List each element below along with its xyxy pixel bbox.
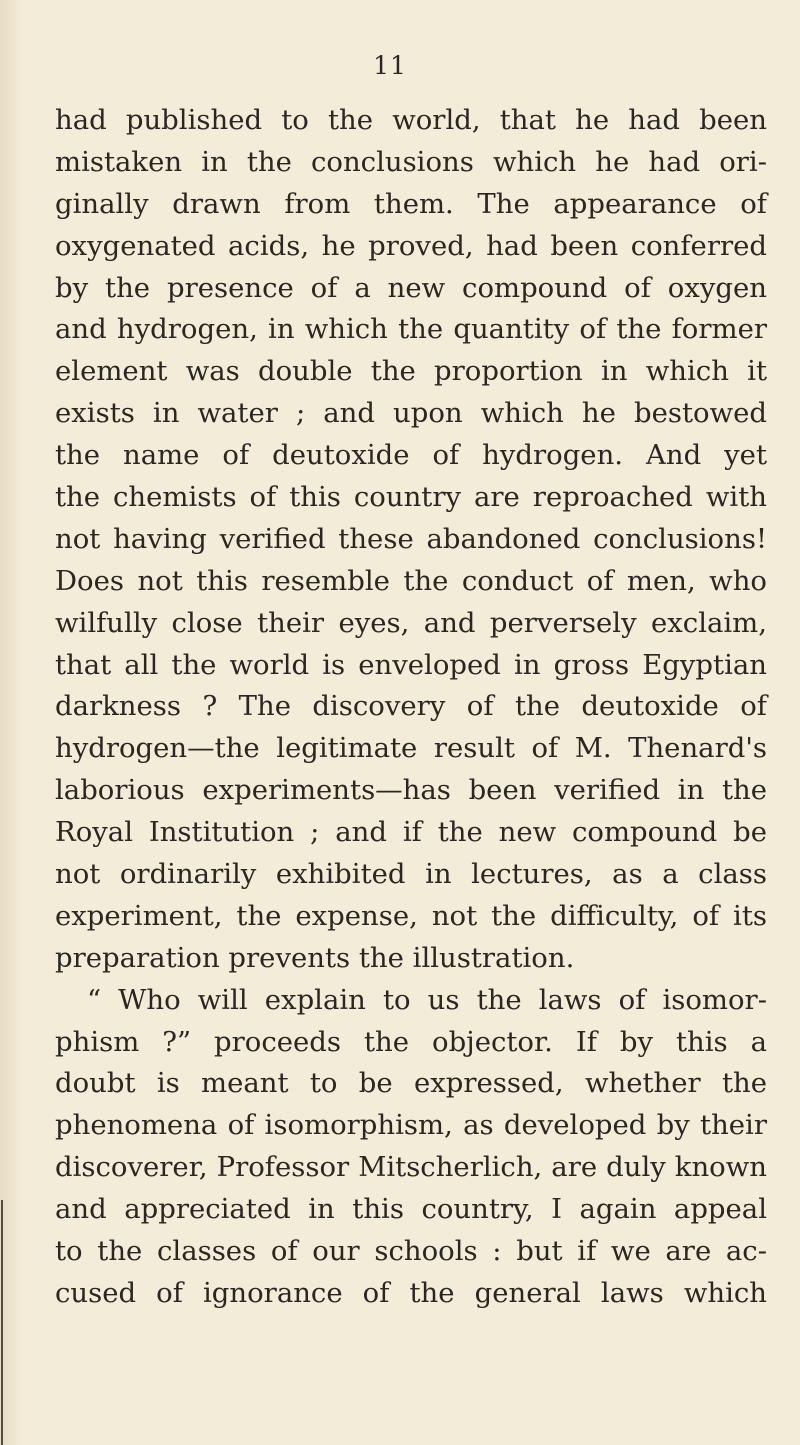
- text-line: laborious experiments—has been verified in the: [55, 774, 767, 807]
- text-line: that all the world is enveloped in gross Egyptian: [55, 648, 767, 681]
- text-line: doubt is meant to be expressed, whether the: [55, 1067, 767, 1100]
- text-line: element was double the proportion in which it: [55, 355, 767, 388]
- text-line: hydrogen—the legitimate result of M. Thenard's: [55, 732, 767, 765]
- text-line: not ordinarily exhibited in lectures, as a class: [55, 858, 767, 891]
- text-line: not having verified these abandoned conclusions!: [55, 522, 767, 555]
- text-line: wilfully close their eyes, and perversely exclaim,: [55, 606, 767, 639]
- text-line: the chemists of this country are reproached with: [55, 481, 767, 514]
- text-line: by the presence of a new compound of oxygen: [55, 271, 767, 304]
- text-line: and appreciated in this country, I again appeal: [55, 1193, 767, 1226]
- text-line: discoverer, Professor Mitscherlich, are duly known: [55, 1151, 767, 1184]
- text-line: ginally drawn from them. The appearance of: [55, 187, 767, 220]
- page-number: 11: [373, 51, 407, 80]
- text-line: Does not this resemble the conduct of men, who: [55, 564, 767, 597]
- text-line: to the classes of our schools : but if we are ac-: [55, 1235, 767, 1268]
- text-line: had published to the world, that he had been: [55, 104, 767, 136]
- text-line: oxygenated acids, he proved, had been conferred: [55, 229, 767, 262]
- text-line: experiment, the expense, not the difficulty, of its: [55, 899, 767, 932]
- text-line: Royal Institution ; and if the new compound be: [55, 816, 767, 849]
- paragraph-end-line: preparation prevents the illustration.: [55, 941, 575, 974]
- text-line: cused of ignorance of the general laws which: [55, 1276, 767, 1309]
- body-text: [55, 100, 767, 1315]
- text-line: mistaken in the conclusions which he had ori-: [55, 145, 767, 178]
- binding-edge-line: [1, 1200, 3, 1445]
- paragraph-start-line: “ Who will explain to us the laws of isomor-: [87, 983, 767, 1016]
- text-line: and hydrogen, in which the quantity of the former: [55, 313, 767, 346]
- text-line: phism ?” proceeds the objector. If by this a: [55, 1025, 767, 1058]
- text-line: phenomena of isomorphism, as developed by their: [55, 1109, 767, 1142]
- text-line: the name of deutoxide of hydrogen. And yet: [55, 439, 767, 472]
- text-line: darkness ? The discovery of the deutoxide of: [55, 690, 767, 723]
- page-edge-shadow: [0, 0, 22, 1445]
- text-line: exists in water ; and upon which he bestowed: [55, 397, 767, 430]
